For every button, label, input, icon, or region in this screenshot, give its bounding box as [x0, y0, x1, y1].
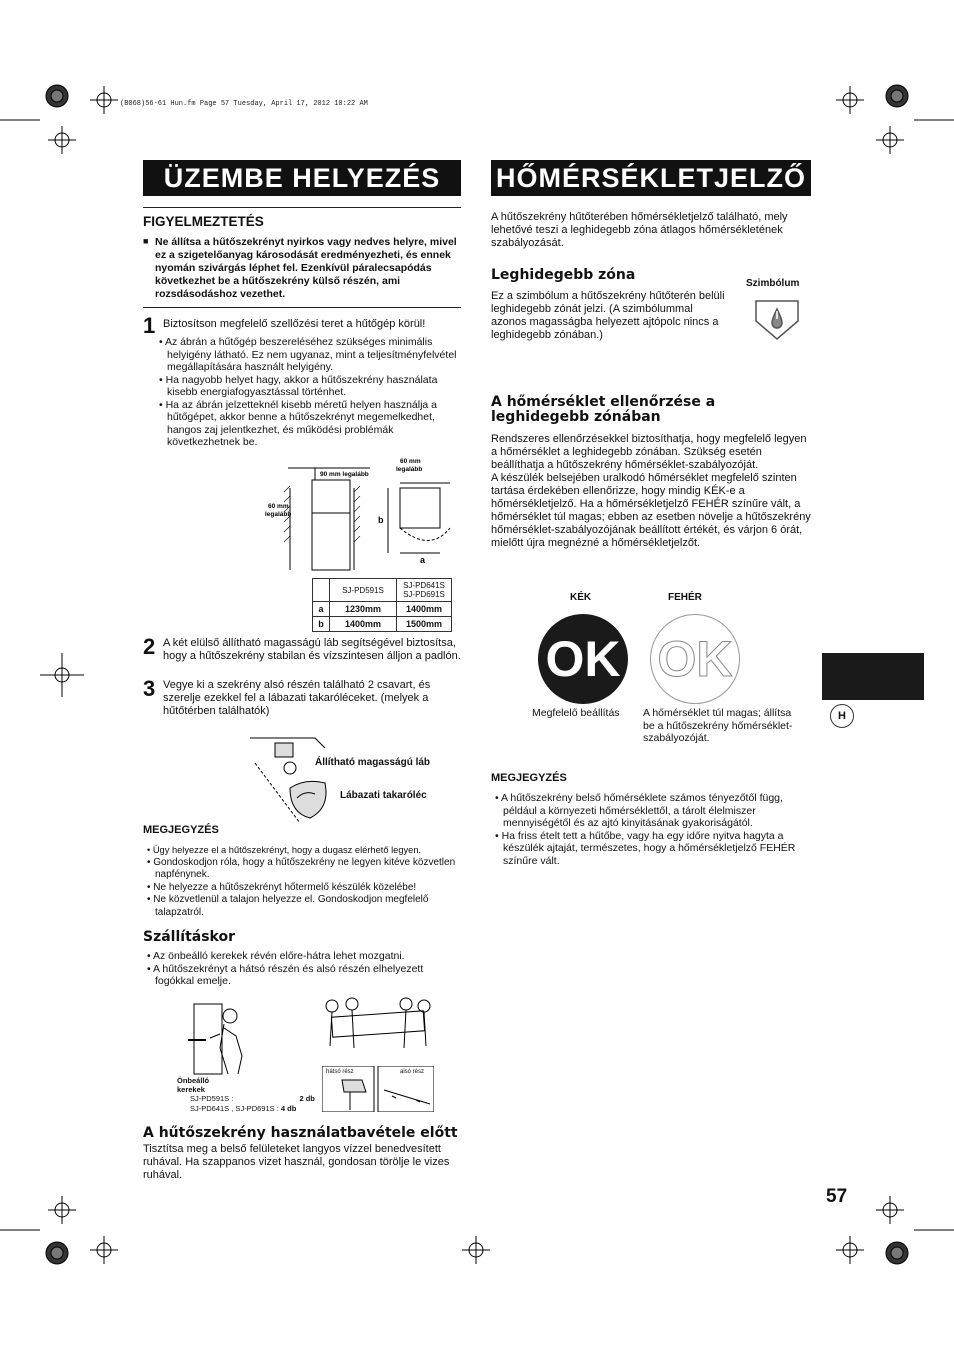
list-item: • Ne közvetlenül a talajon helyezze el. Gondoskodjon megfelelő talapzatról.: [147, 894, 429, 918]
page-title-right: HŐMÉRSÉKLETJELZŐ: [491, 160, 811, 196]
list-item: • Ne helyezze a hűtőszekrényt hőtermelő készülék közelébe!: [147, 881, 417, 893]
dimension-b-label: b: [378, 515, 384, 525]
square-bullet-icon: ■: [143, 236, 149, 246]
ok-indicator-white: OK: [650, 614, 740, 704]
step-1-text: Biztosítson megfelelő szellőzési teret a hűtőgép körül!: [163, 318, 426, 330]
thermometer-intro: A hűtőszekrény hűtőterében hőmérsékletjelző található, mely lehetővé teszi a leghidegebb zóna átlagos hőmérsékletének szabályozását.: [491, 211, 788, 249]
list-item: • Gondoskodjon róla, hogy a hűtőszekrény ne legyen kitéve közvetlen napfénynek.: [147, 856, 456, 880]
step-number-2: 2: [143, 634, 156, 659]
page-title-left: ÜZEMBE HELYEZÉS: [143, 160, 461, 196]
step-number-1: 1: [143, 313, 156, 338]
white-label: FEHÉR: [668, 592, 702, 603]
white-caption: A hőmérséklet túl magas; állítsa be a hűtőszekrény hőmérséklet-szabályozóját.: [643, 707, 793, 744]
person-moving-fridge-illustration: [180, 998, 260, 1078]
table-cell: b: [313, 617, 330, 632]
table-cell: a: [313, 602, 330, 617]
header-file-info: (B068)56-61 Hun.fm Page 57 Tuesday, April 17, 2012 10:22 AM: [120, 100, 368, 108]
top-clearance-label: 90 mm legalább: [320, 471, 369, 478]
table-cell: 1400mm: [330, 617, 397, 632]
table-cell: 1230mm: [330, 602, 397, 617]
transport-heading: Szállításkor: [143, 929, 236, 945]
plinth-label: Lábazati takaróléc: [340, 790, 427, 801]
list-item: • Az ábrán a hűtőgép beszereléséhez szükséges minimális helyigény látható. Ez nem ugyanaz, mint a teljesítményfelvétel megállapítására használt helyigény.: [159, 336, 457, 373]
step-1-bullets: [155, 336, 461, 449]
notes-heading-left: MEGJEGYZÉS: [143, 824, 219, 836]
list-item: • Úgy helyezze el a hűtőszekrényt, hogy a dugasz elérhető legyen.: [147, 845, 422, 855]
adjustable-foot-label: Állítható magasságú láb: [315, 757, 431, 768]
list-item: • Az önbeálló kerekek révén előre-hátra lehet mozgatni.: [147, 950, 405, 962]
table-row: [313, 579, 452, 602]
right-clearance-word: legalább: [396, 466, 423, 473]
before-use-heading: A hűtőszekrény használatbavétele előtt: [143, 1125, 458, 1141]
table-header-col1: SJ-PD591S: [330, 579, 397, 602]
list-item: • Ha az ábrán jelzetteknél kisebb méretű helyen használja a hűtőgépet, akkor benne a hűtőszekrényt megemelkedhet, hangos zaj jelentkezhet, és működési problémák következhetnek be.: [159, 398, 438, 448]
list-item: • Ha friss ételt tett a hűtőbe, vagy ha egy időre nyitva hagyta a készülék ajtaját, természetes, hogy a hőmérsékletjelző FEHÉR színűre vált.: [495, 829, 796, 867]
transport-bullets: [143, 950, 463, 988]
table-cell: 1400mm: [397, 602, 452, 617]
table-row: [313, 602, 452, 617]
before-use-text: Tisztítsa meg a belső felületeket langyos vízzel benedvesített ruhával. Ha szappanos vizet használ, gondosan törölje le vizes ruhával.: [143, 1143, 450, 1181]
blue-caption: Megfelelő beállítás: [532, 707, 620, 719]
side-clearance-word: legalább: [265, 511, 292, 518]
table-row: [313, 617, 452, 632]
wheels-models: SJ-PD591S : 2 db SJ-PD641S , SJ-PD691S : 4 db: [190, 1094, 315, 1113]
language-badge: H: [830, 704, 854, 728]
blue-label: KÉK: [570, 592, 592, 603]
side-clearance-mm: 60 mm: [268, 503, 289, 510]
right-clearance-mm: 60 mm: [400, 458, 421, 465]
notes-list-right: [491, 792, 813, 867]
warning-text: Ne állítsa a hűtőszekrényt nyirkos vagy nedves helyre, mivel ez a szigetelőanyag károsodását eredményezheti, és ennek nyomán szivárgás léphet fel. Ezenkívül páralecsapódás következhet be a hűtőszekrény külső részén, ami rozsdásodáshoz vezethet.: [155, 236, 457, 300]
table-cell: 1500mm: [397, 617, 452, 632]
notes-list-left: [143, 844, 465, 919]
list-item: • A hűtőszekrényt a hátsó részén és alsó részén elhelyezett fogókkal emelje.: [147, 962, 424, 987]
page-number: 57: [826, 1186, 848, 1207]
list-item: • Ha nagyobb helyet hagy, akkor a hűtőszekrény használata kisebb energiafogyasztással történhet.: [159, 373, 438, 398]
divider: [143, 307, 461, 308]
ok-indicator-blue: OK: [538, 614, 628, 704]
warning-heading: FIGYELMEZTETÉS: [143, 214, 264, 229]
coldest-zone-text: Ez a szimbólum a hűtőszekrény hűtőterén belüli leghidegebb zónát jelzi. (A szimbólummal azonos magasságba helyezett ajtópolc nincs a leghidegebb zónában.): [491, 290, 725, 341]
side-language-tab: [822, 653, 924, 700]
people-lifting-fridge-illustration: [318, 996, 436, 1056]
list-item: • A hűtőszekrény belső hőmérséklete számos tényezőtől függ, például a környezeti hőmérséklettől, a tárolt élelmiszer mennyiségétől és az ajtó kinyitásának gyakoriságától.: [495, 792, 783, 829]
step-3-text: Vegye ki a szekrény alsó részén található 2 csavart, és szerelje ezekkel fel a lábazati takaróléceket. (melyek a hűtőtérben találhatók): [163, 679, 431, 717]
dimensions-table: [312, 578, 452, 632]
coldest-zone-symbol-icon: [752, 297, 802, 341]
table-cell: [313, 579, 330, 602]
temperature-check-text: Rendszeres ellenőrzésekkel biztosíthatja, hogy megfelelő legyen a hőmérséklet a leghidegebb zónában. Szükség esetén beállíthatja a hűtőszekrény hőmérséklet-szabályozóját. A készülék belsejében uralkodó hőmérséklet megfelelő szinten tartása érdekében ellenőrizze, hogy mindig KÉK-e a hőmérsékletjelző. Ha a hőmérsékletjelző FEHÉR színűre vált, a hőmérséklet túl magas; ebben az esetben növelje a hűtőszekrény hőmérséklet-szabályozójának beállított értékét, és várjon 6 órát, mielőtt újra megnézné a hőmérsékletjelzőt.: [491, 433, 811, 549]
table-header-col2: SJ-PD641S SJ-PD691S: [397, 579, 452, 602]
step-2-text: A két elülső állítható magasságú láb segítségével biztosítsa, hogy a hűtőszekrény stabilan és vízszintesen álljon a padlón.: [163, 637, 461, 662]
coldest-zone-heading: Leghidegebb zóna: [491, 267, 636, 283]
back-part-label: hátsó rész: [326, 1069, 354, 1075]
step-number-3: 3: [143, 676, 156, 701]
notes-heading-right: MEGJEGYZÉS: [491, 772, 567, 784]
dimension-a-label: a: [420, 555, 426, 565]
symbol-label: Szimbólum: [746, 278, 800, 289]
divider: [143, 207, 461, 208]
foot-illustration: [245, 728, 345, 828]
temperature-check-heading: A hőmérséklet ellenőrzése a leghidegebb zónában: [491, 394, 716, 425]
warning-block: [143, 236, 458, 301]
clearance-diagram: [260, 458, 460, 578]
bottom-part-label: alsó rész: [400, 1069, 425, 1075]
wheels-label: Önbeálló kerekek: [177, 1076, 210, 1094]
